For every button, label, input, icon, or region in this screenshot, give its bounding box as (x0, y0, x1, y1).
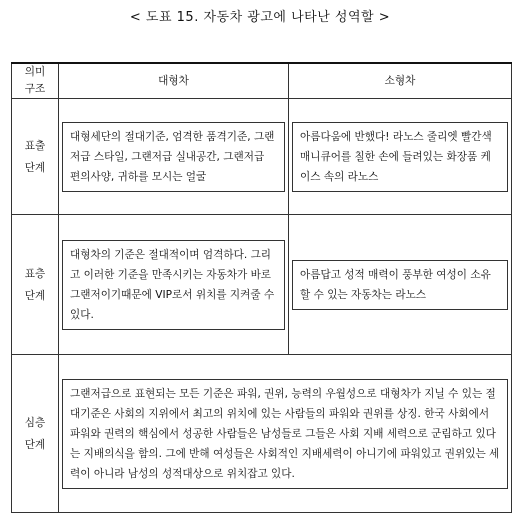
cell-text-box: 그랜저급으로 표현되는 모든 기준은 파워, 권위, 능력의 우월성으로 대형차가 지닐 수 있는 절대기준은 사회의 지위에서 최고의 위치에 있는 사람들의 파워와 권위를 상징. 한국 사회에서 파워와 권력의 핵심에서 성공한 사람들은 남성들로 그들은 사회 지배 세력으로 군림하고 있다는 지배의식을 함의. 그에 반해 여성들은 사회적인 지배세력이 아니기에 파워있고 권위있는 세력이 아니라 남성의 성적대상으로 위치잡고 있다. (62, 379, 508, 489)
table-row-deep (12, 355, 512, 513)
axis-label-cell (12, 63, 59, 99)
gender-role-table (11, 62, 512, 513)
stage-label-line-2: 단계 (24, 161, 46, 174)
stage-label-line-1: 심층 (24, 416, 46, 429)
cell-surface-small (289, 215, 512, 355)
header-small-car: 소형차 (289, 63, 512, 99)
cell-surface-large (59, 215, 289, 355)
stage-label-line-1: 표층 (24, 267, 46, 280)
stage-label-surface (12, 215, 59, 355)
cell-text-box: 아름다움에 반했다! 라노스 줄리엣 빨간색 매니큐어를 칠한 손에 들려있는 화장품 케이스 속의 라노스 (292, 122, 508, 192)
cell-text-box: 대형세단의 절대기준, 엄격한 품격기준, 그랜저급 스타일, 그랜저급 실내공간, 그랜저급 편의사양, 귀하를 모시는 얼굴 (62, 122, 285, 192)
stage-label-line-1: 표출 (24, 139, 46, 152)
stage-label-expression (12, 99, 59, 215)
axis-label-line-1: 의미 (24, 66, 46, 78)
figure-caption: < 도표 15. 자동차 광고에 나타난 성역할 > (129, 10, 391, 25)
table-header-row (12, 63, 512, 99)
table-row-expression (12, 99, 512, 215)
cell-expression-small (289, 99, 512, 215)
cell-expression-large (59, 99, 289, 215)
stage-label-line-2: 단계 (24, 289, 46, 302)
cell-text-box: 대형차의 기준은 절대적이며 엄격하다. 그리고 이러한 기준을 만족시키는 자동차가 바로 그랜저이기때문에 VIP로서 위치를 지켜줄 수 있다. (62, 240, 285, 330)
stage-label-deep (12, 355, 59, 513)
axis-label-line-2: 구조 (24, 83, 46, 95)
stage-label-line-2: 단계 (24, 438, 46, 451)
cell-text-box: 아름답고 성적 매력이 풍부한 여성이 소유할 수 있는 자동차는 라노스 (292, 260, 508, 310)
cell-deep-merged (59, 355, 512, 513)
table-row-surface (12, 215, 512, 355)
header-large-car: 대형차 (59, 63, 289, 99)
